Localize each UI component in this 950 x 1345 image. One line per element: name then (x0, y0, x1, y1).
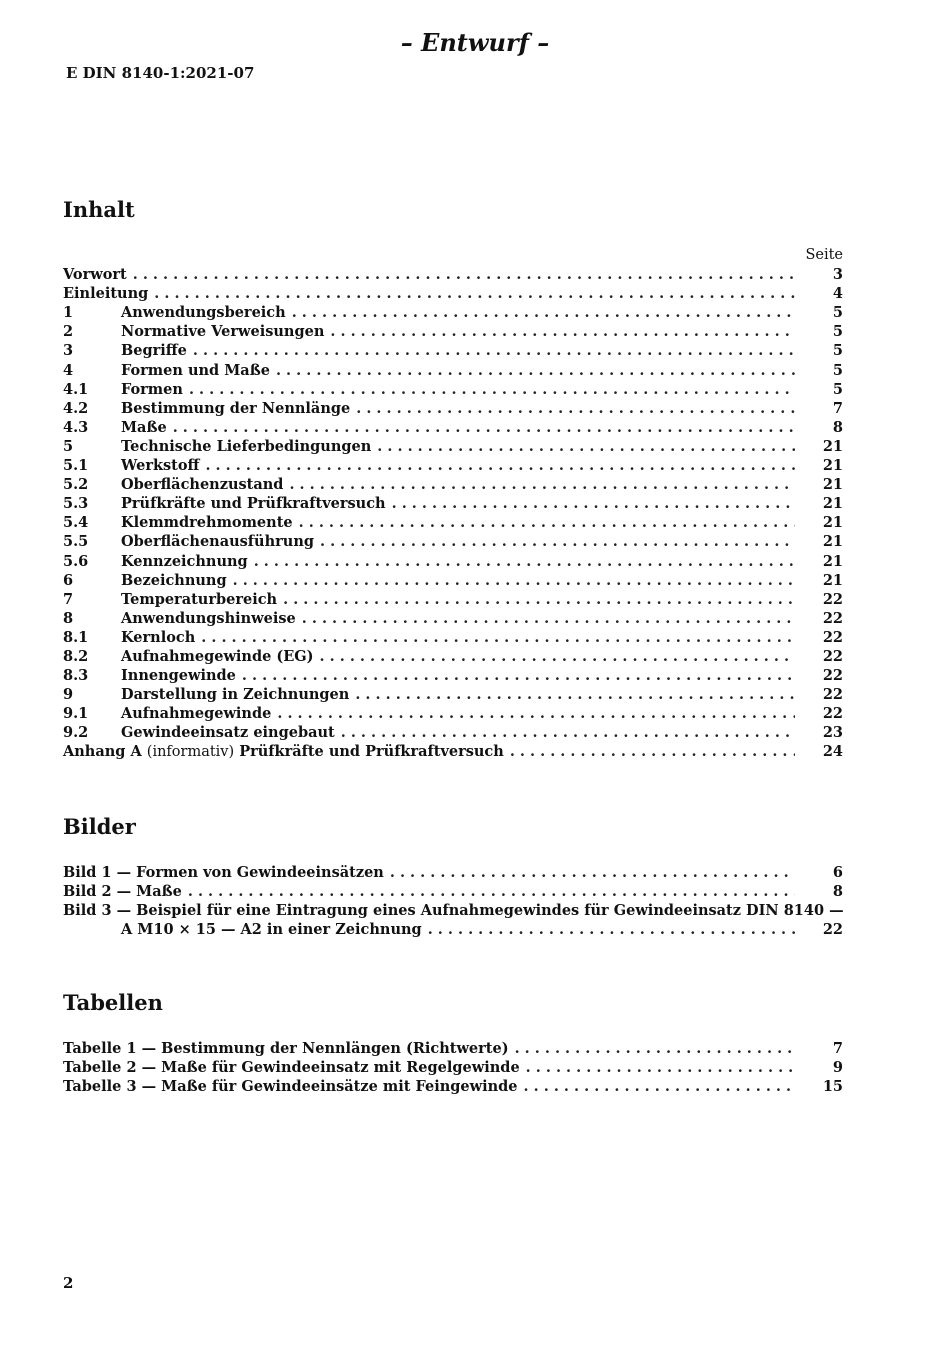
table-entry[interactable] (63, 1058, 843, 1077)
entry-page-number: 23 (822, 724, 843, 742)
entry-page-number: 5 (832, 323, 843, 341)
entry-number: 8.1 (63, 628, 89, 646)
dot-leader (242, 666, 795, 685)
entry-title: Einleitung (63, 285, 149, 303)
toc-entry[interactable] (63, 418, 843, 437)
dot-leader (377, 437, 795, 456)
entry-title: Aufnahmegewinde (121, 705, 272, 723)
toc-entry[interactable] (63, 666, 843, 685)
entry-title: Vorwort (63, 266, 127, 284)
toc-entry[interactable] (63, 284, 843, 303)
entry-number: 4 (63, 361, 74, 379)
toc-entry[interactable] (63, 552, 843, 571)
dot-leader (320, 647, 795, 666)
inhalt-entries (63, 265, 843, 742)
entry-title: Prüfkräfte und Prüfkraftversuch (121, 495, 386, 513)
entry-page-number: 22 (822, 609, 843, 627)
tabellen-list (63, 1039, 843, 1096)
entry-number: 2 (63, 323, 74, 341)
page-column-label: Seite (805, 247, 843, 263)
figure-entry-bild-3-line-1[interactable] (63, 901, 843, 920)
entry-page-number: 4 (832, 285, 843, 303)
bilder-list (63, 863, 843, 939)
entry-page-number: 21 (822, 457, 843, 475)
toc-entry[interactable] (63, 494, 843, 513)
annex-label: Anhang A (63, 743, 142, 761)
page-number: 2 (63, 1274, 74, 1292)
toc-entry[interactable] (63, 380, 843, 399)
dot-leader (133, 265, 795, 284)
entry-title: Bezeichnung (121, 571, 227, 589)
draft-label: – Entwurf – (400, 28, 550, 57)
entry-page-number: 22 (822, 686, 843, 704)
toc-entry[interactable] (63, 322, 843, 341)
entry-page-number: 22 (822, 647, 843, 665)
toc-entry[interactable] (63, 628, 843, 647)
toc-entry[interactable] (63, 341, 843, 360)
dot-leader (515, 1039, 795, 1058)
figure-entry[interactable] (63, 863, 843, 882)
entry-title: Oberflächenzustand (121, 476, 284, 494)
entry-page-number: 21 (822, 571, 843, 589)
dot-leader (390, 863, 795, 882)
toc-entry[interactable] (63, 609, 843, 628)
entry-title: Anwendungsbereich (121, 304, 286, 322)
entry-page-number: 22 (822, 667, 843, 685)
toc-entry[interactable] (63, 590, 843, 609)
entry-number: 8.3 (63, 667, 89, 685)
dot-leader (233, 571, 795, 590)
entry-number: 4.3 (63, 418, 89, 436)
entry-number: 8 (63, 609, 74, 627)
dot-leader (289, 475, 795, 494)
bilder-heading: Bilder (63, 814, 136, 839)
dot-leader (524, 1077, 795, 1096)
toc-entry[interactable] (63, 361, 843, 380)
entry-page-number: 5 (832, 361, 843, 379)
toc-entry[interactable] (63, 456, 843, 475)
toc-entry[interactable] (63, 303, 843, 322)
figure-entry-title-line-2: A M10 × 15 — A2 in einer Zeichnung (121, 921, 422, 939)
entry-title: Bild 1 — Formen von Gewindeeinsätzen (63, 864, 384, 881)
entry-title: Tabelle 2 — Maße für Gewindeeinsatz mit Regelgewinde (63, 1059, 520, 1077)
dot-leader (510, 742, 795, 761)
entry-number: 5.5 (63, 533, 89, 551)
annex-title (63, 742, 504, 762)
dot-leader (299, 513, 795, 532)
entry-number: 4.1 (63, 380, 89, 398)
entry-number: 5.2 (63, 476, 89, 494)
entry-title: Tabelle 1 — Bestimmung der Nennlängen (Richtwerte) (63, 1040, 509, 1057)
entry-number: 9.1 (63, 705, 89, 723)
dot-leader (173, 418, 795, 437)
entry-title: Maße (121, 418, 167, 436)
toc-entry[interactable] (63, 647, 843, 666)
dot-leader (330, 322, 795, 341)
figure-entry[interactable] (63, 882, 843, 901)
entry-page-number: 7 (832, 399, 843, 417)
toc-entry[interactable] (63, 571, 843, 590)
entry-title: Kernloch (121, 628, 196, 646)
dot-leader (341, 723, 795, 742)
entry-page-number: 5 (832, 342, 843, 360)
dot-leader (356, 399, 795, 418)
entry-title: Werkstoff (121, 457, 200, 475)
figure-entry-bild-3-line-2[interactable] (63, 920, 843, 939)
entry-title: Temperaturbereich (121, 590, 278, 608)
entry-number: 6 (63, 571, 74, 589)
entry-page-number: 6 (832, 864, 843, 881)
dot-leader (355, 685, 795, 704)
dot-leader (526, 1058, 795, 1077)
entry-page-number: 21 (822, 476, 843, 494)
entry-title: Bestimmung der Nennlänge (121, 399, 351, 417)
figure-page-number: 22 (822, 921, 843, 939)
entry-number: 3 (63, 342, 74, 360)
entry-number: 5.4 (63, 514, 89, 532)
toc-entry[interactable] (63, 513, 843, 532)
entry-title: Gewindeeinsatz eingebaut (121, 724, 335, 742)
entry-page-number: 22 (822, 628, 843, 646)
entry-title: Tabelle 3 — Maße für Gewindeeinsätze mit Feingewinde (63, 1078, 518, 1096)
entry-page-number: 5 (832, 380, 843, 398)
annex-title-text: Prüfkräfte und Prüfkraftversuch (239, 743, 504, 761)
entry-title: Darstellung in Zeichnungen (121, 686, 350, 704)
toc-entry[interactable] (63, 399, 843, 418)
toc-entry[interactable] (63, 475, 843, 494)
entry-title: Innengewinde (121, 667, 236, 685)
dot-leader (277, 704, 795, 723)
toc-entry-annex-a[interactable] (63, 742, 843, 762)
dot-leader (188, 882, 795, 901)
entry-title: Formen und Maße (121, 361, 270, 379)
dot-leader (428, 920, 795, 939)
entry-number: 9.2 (63, 724, 89, 742)
dot-leader (254, 552, 795, 571)
entry-number: 4.2 (63, 399, 89, 417)
dot-leader (276, 361, 795, 380)
entry-number: 9 (63, 686, 74, 704)
dot-leader (392, 494, 795, 513)
table-entry[interactable] (63, 1077, 843, 1096)
table-entry[interactable] (63, 1039, 843, 1058)
entry-number: 1 (63, 304, 74, 322)
toc-entry[interactable] (63, 265, 843, 284)
entry-page-number: 5 (832, 304, 843, 322)
figure-entry-title-line-1: Bild 3 — Beispiel für eine Eintragung eines Aufnahmegewindes für Gewindeeinsatz DIN 8140 — (63, 902, 844, 920)
entry-page-number: 8 (832, 883, 843, 901)
entry-page-number: 21 (822, 514, 843, 532)
entry-title: Technische Lieferbedingungen (121, 437, 372, 455)
entry-page-number: 22 (822, 705, 843, 723)
entry-title: Anwendungshinweise (121, 609, 296, 627)
toc-entry[interactable] (63, 723, 843, 742)
entry-title: Normative Verweisungen (121, 323, 325, 341)
toc-entry[interactable] (63, 437, 843, 456)
entry-page-number: 21 (822, 533, 843, 551)
entry-title: Begriffe (121, 342, 187, 360)
dot-leader (302, 609, 795, 628)
dot-leader (154, 284, 795, 303)
bilder-entries (63, 863, 843, 901)
annex-qualifier: (informativ) (146, 744, 235, 761)
dot-leader (193, 341, 795, 360)
dot-leader (320, 532, 795, 551)
entry-page-number: 21 (822, 437, 843, 455)
entry-page-number: 22 (822, 590, 843, 608)
entry-number: 8.2 (63, 647, 89, 665)
entry-page-number: 9 (832, 1059, 843, 1077)
toc-entry[interactable] (63, 704, 843, 723)
entry-page-number: 21 (822, 495, 843, 513)
entry-title: Aufnahmegewinde (EG) (121, 647, 314, 665)
entry-page-number: 8 (832, 418, 843, 436)
entry-title: Kennzeichnung (121, 552, 248, 570)
entry-number: 7 (63, 590, 74, 608)
entry-number: 5 (63, 437, 74, 455)
entry-number: 5.3 (63, 495, 89, 513)
entry-title: Oberflächenausführung (121, 533, 314, 551)
entry-number: 5.6 (63, 552, 89, 570)
entry-number: 5.1 (63, 457, 89, 475)
entry-page-number: 7 (832, 1040, 843, 1057)
dot-leader (292, 303, 795, 322)
entry-page-number: 3 (832, 266, 843, 284)
toc-entry[interactable] (63, 532, 843, 551)
entry-page-number: 15 (822, 1078, 843, 1096)
entry-title: Formen (121, 380, 183, 398)
tabellen-entries (63, 1039, 843, 1096)
dot-leader (283, 590, 795, 609)
entry-title: Klemmdrehmomente (121, 514, 293, 532)
dot-leader (201, 628, 795, 647)
toc-entry[interactable] (63, 685, 843, 704)
inhalt-heading: Inhalt (63, 197, 135, 222)
dot-leader (205, 456, 795, 475)
entry-title: Bild 2 — Maße (63, 883, 182, 901)
annex-page-number: 24 (822, 743, 843, 761)
document-id: E DIN 8140-1:2021-07 (66, 64, 255, 82)
dot-leader (189, 380, 795, 399)
tabellen-heading: Tabellen (63, 990, 163, 1015)
inhalt-toc (63, 246, 843, 763)
entry-page-number: 21 (822, 552, 843, 570)
